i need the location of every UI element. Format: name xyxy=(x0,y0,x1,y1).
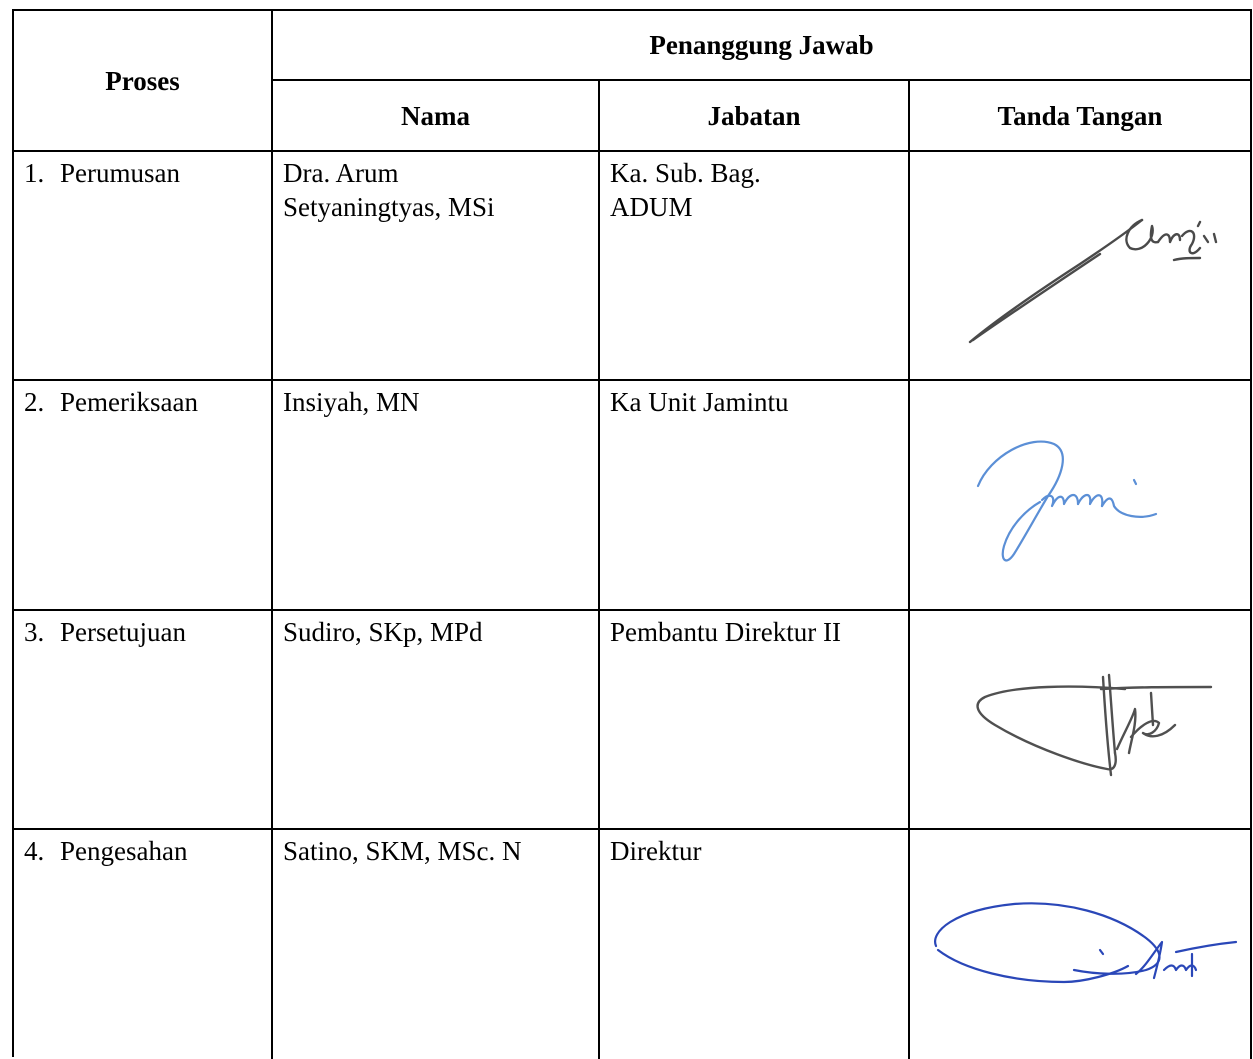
table-row-3-proses xyxy=(14,611,273,830)
approval-table xyxy=(12,9,1252,1057)
signature-3 xyxy=(965,641,1235,791)
nama-line-1: Sudiro, SKp, MPd xyxy=(283,617,483,647)
header-tanda-tangan: Tanda Tangan xyxy=(910,81,1252,152)
table-row-1-tanda-tangan xyxy=(910,152,1252,381)
table-row-4-tanda-tangan xyxy=(910,830,1252,1059)
jabatan-line-2: ADUM xyxy=(610,192,693,222)
table-row-3-jabatan xyxy=(600,611,910,830)
proses-label: Persetujuan xyxy=(60,617,186,647)
proses-label: Pemeriksaan xyxy=(60,387,198,417)
signature-4 xyxy=(924,870,1253,1020)
table-row-2-jabatan xyxy=(600,381,910,611)
table-row-3-nama xyxy=(273,611,600,830)
proses-label: Perumusan xyxy=(60,158,180,188)
jabatan-line-1: Ka. Sub. Bag. xyxy=(610,158,761,188)
jabatan-line-1: Ka Unit Jamintu xyxy=(610,387,789,417)
signature-1 xyxy=(960,192,1240,352)
table-row-4-nama xyxy=(273,830,600,1059)
table-row-4-jabatan xyxy=(600,830,910,1059)
header-jabatan: Jabatan xyxy=(600,81,910,152)
signature-2 xyxy=(970,426,1220,576)
row-number: 4. xyxy=(24,836,45,866)
nama-line-1: Insiyah, MN xyxy=(283,387,420,417)
header-nama: Nama xyxy=(273,81,600,152)
table-row-4-proses xyxy=(14,830,273,1059)
row-number: 1. xyxy=(24,158,45,188)
row-number: 2. xyxy=(24,387,45,417)
table-row-1-nama xyxy=(273,152,600,381)
header-penanggung-jawab: Penanggung Jawab xyxy=(273,11,1252,81)
header-proses: Proses xyxy=(14,11,273,152)
nama-line-1: Dra. Arum xyxy=(283,158,399,188)
nama-line-2: Setyaningtyas, MSi xyxy=(283,192,495,222)
table-row-2-tanda-tangan xyxy=(910,381,1252,611)
table-row-2-nama xyxy=(273,381,600,611)
jabatan-line-1: Pembantu Direktur II xyxy=(610,617,841,647)
jabatan-line-1: Direktur xyxy=(610,836,702,866)
proses-label: Pengesahan xyxy=(60,836,188,866)
row-number: 3. xyxy=(24,617,45,647)
nama-line-1: Satino, SKM, MSc. N xyxy=(283,836,522,866)
table-row-3-tanda-tangan xyxy=(910,611,1252,830)
table-row-1-proses xyxy=(14,152,273,381)
table-row-1-jabatan xyxy=(600,152,910,381)
table-row-2-proses xyxy=(14,381,273,611)
